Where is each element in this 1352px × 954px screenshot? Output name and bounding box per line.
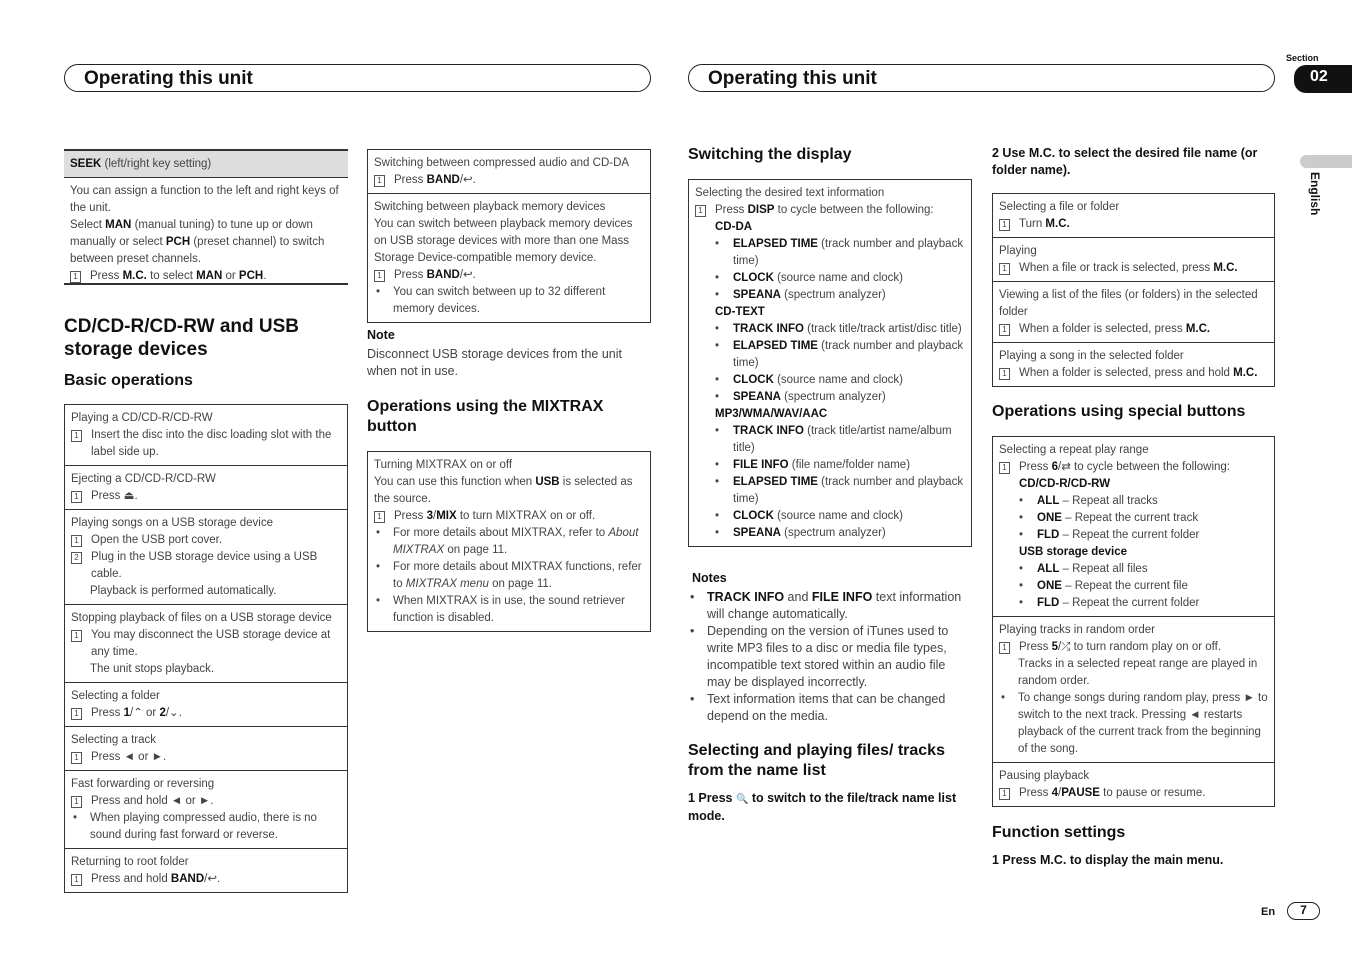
special-table [992, 436, 1275, 807]
note-item: • Depending on the version of iTunes used to write MP3 files to a disc or media file types, incompatible text stored within an audio file may be displayed incorrectly. [690, 624, 949, 689]
list-item: • FLD – Repeat the current folder [1019, 529, 1200, 541]
basic-ops-title: Basic operations [64, 372, 193, 389]
seek-table [64, 149, 348, 285]
seek-body: You can assign a function to the left and right keys of the unit. Select MAN (manual tuning) to tune up or down manually or select PCH (preset channel) to switch between preset channels. 1 Press M.C. to select MAN or PCH. [70, 185, 339, 282]
list-item: • FILE INFO (file name/folder name) [715, 459, 911, 471]
folder-row: Selecting a folder 1 Press 1/⌃ or 2/⌄. [65, 683, 347, 727]
mixtrax-table [367, 451, 651, 632]
display-table [688, 179, 972, 547]
eject-row: Ejecting a CD/CD-R/CD-RW 1 Press ⏏. [65, 466, 347, 510]
name-list-table [992, 193, 1275, 387]
list-item: • CLOCK (source name and clock) [715, 374, 904, 386]
view-row: Viewing a list of the files (or folders) in the selected folder 1 When a folder is selected, press M.C. [993, 282, 1274, 343]
root-row: Returning to root folder 1 Press and hold BAND/↩. [71, 856, 221, 885]
list-item: • ELAPSED TIME (track number and playback time) [715, 340, 964, 369]
switch-display-title: Switching the display [688, 146, 852, 163]
select-step1: 1 Press 🔍 to switch to the file/track name list mode. [688, 791, 957, 823]
list-item: • ELAPSED TIME (track number and playback time) [715, 476, 964, 505]
playing-row: Playing 1 When a file or track is selected, press M.C. [993, 238, 1274, 282]
repeat-row: Selecting a repeat play range 1 Press 6/⇄ to cycle between the following: CD/CD-R/CD-RW • ALL – Repeat all tracks • ONE – Repeat the current track • FLD – Repeat the current folder USB storage device • ALL – Repeat all files • ONE – Repeat the current file • FLD – Repeat the current folder [993, 437, 1274, 617]
list-item: • ONE – Repeat the current file [1019, 580, 1188, 592]
section-number-tab: 02 [1294, 65, 1352, 93]
notes-list [688, 589, 972, 725]
mixtrax-row: Turning MIXTRAX on or off You can use this function when USB is selected as the source. 1 Press 3/MIX to turn MIXTRAX on or off. • For more details about MIXTRAX, refer to About MIXTRAX on page 11. • For more details about MIXTRAX functions, refer to MIXTRAX menu on page 11. • When MIXTRAX is in use, the sound retriever function is disabled. [374, 459, 642, 624]
page-number: 7 [1287, 902, 1320, 920]
note-heading: Note [367, 328, 395, 342]
note-item: • TRACK INFO and FILE INFO text information will change automatically. [690, 590, 962, 621]
basic-ops-table [64, 404, 348, 893]
band-table [367, 149, 651, 323]
right-header-title: Operating this unit [708, 68, 877, 89]
select-files-title: Selecting and playing files/ tracks from the name list [688, 742, 945, 779]
list-item: • TRACK INFO (track title/artist name/album title) [715, 425, 952, 454]
usb-play-row: Playing songs on a USB storage device 1 Open the USB port cover. 2 Plug in the USB storage device using a USB cable. Playback is performed automatically. [65, 510, 347, 605]
track-row: Selecting a track 1 Press ◄ or ►. [65, 727, 347, 771]
random-row: Playing tracks in random order 1 Press 5/⤮ to turn random play on or off. Tracks in a selected repeat range are played in random order. • To change songs during random play, press ► to switch to the next track. Pressing ◄ restarts playback of the current track from the beginning of the song. [993, 617, 1274, 763]
note-item: • Text information items that can be changed depend on the media. [690, 692, 946, 723]
special-buttons-title: Operations using special buttons [992, 403, 1246, 420]
note-body: Disconnect USB storage devices from the unit when not in use. [367, 347, 622, 378]
list-item: • SPEANA (spectrum analyzer) [715, 289, 886, 301]
notes-heading: Notes [692, 571, 727, 585]
cd-usb-title: CD/CD-R/CD-RW and USB storage devices [64, 316, 300, 360]
mixtrax-title: Operations using the MIXTRAX button [367, 398, 604, 435]
language-label: English [1308, 172, 1322, 216]
stop-usb-row: Stopping playback of files on a USB storage device 1 You may disconnect the USB storage device at any time. The unit stops playback. [65, 605, 347, 683]
sel-file-row: Selecting a file or folder 1 Turn M.C. [993, 194, 1274, 238]
seek-header: SEEK (left/right key setting) [64, 151, 348, 178]
left-header-title: Operating this unit [84, 68, 253, 89]
list-item: • CLOCK (source name and clock) [715, 510, 904, 522]
list-item: • ALL – Repeat all files [1019, 563, 1148, 575]
language-tab [1300, 155, 1352, 168]
play-cd-row: Playing a CD/CD-R/CD-RW 1 Insert the disc into the disc loading slot with the label side up. [65, 405, 347, 466]
search-icon: 🔍 [735, 794, 749, 805]
mem-row: Switching between playback memory devices You can switch between playback memory devices on USB storage devices with more than one Mass Storage Device-compatible memory device. 1 Press BAND/↩. • You can switch between up to 32 different memory devices. [374, 201, 633, 315]
list-item: • ALL – Repeat all tracks [1019, 495, 1158, 507]
list-item: • ONE – Repeat the current track [1019, 512, 1199, 524]
display-row: Selecting the desired text information 1 Press DISP to cycle between the following: CD-DA • ELAPSED TIME (track number and playback time) • CLOCK (source name and clock) • SPEANA (spectrum analyzer) CD-TEXT • TRACK INFO (track title/track artist/disc title) • ELAPSED TIME (track number and playback time) • CLOCK (source name and clock) • SPEANA (spectrum analyzer) MP3/WMA/WAV/AAC • TRACK INFO (track title/artist name/album title) • FILE INFO (file name/folder name) • ELAPSED TIME (track number and playback time) • CLOCK (source name and clock) • SPEANA (spectrum analyzer) [689, 180, 971, 546]
pause-row: Pausing playback 1 Press 4/PAUSE to pause or resume. [999, 770, 1206, 799]
list-item: • FLD – Repeat the current folder [1019, 597, 1200, 609]
function-step1: 1 Press M.C. to display the main menu. [992, 853, 1224, 867]
footer-lang: En [1261, 906, 1276, 918]
list-item: • ELAPSED TIME (track number and playback time) [715, 238, 964, 267]
list-item: • SPEANA (spectrum analyzer) [715, 527, 886, 539]
list-item: • CLOCK (source name and clock) [715, 272, 904, 284]
section-label: Section [1286, 53, 1319, 63]
list-item: • TRACK INFO (track title/track artist/disc title) [715, 323, 962, 335]
function-settings-title: Function settings [992, 824, 1126, 841]
step2-heading: 2 Use M.C. to select the desired file name (or folder name). [992, 146, 1258, 177]
switch-audio-row: Switching between compressed audio and CD-DA 1 Press BAND/↩. [368, 150, 650, 194]
ff-row: Fast forwarding or reversing 1 Press and hold ◄ or ►. • When playing compressed audio, there is no sound during fast forward or reverse. [65, 771, 347, 849]
play-song-row: Playing a song in the selected folder 1 When a folder is selected, press and hold M.C. [999, 350, 1258, 379]
list-item: • SPEANA (spectrum analyzer) [715, 391, 886, 403]
